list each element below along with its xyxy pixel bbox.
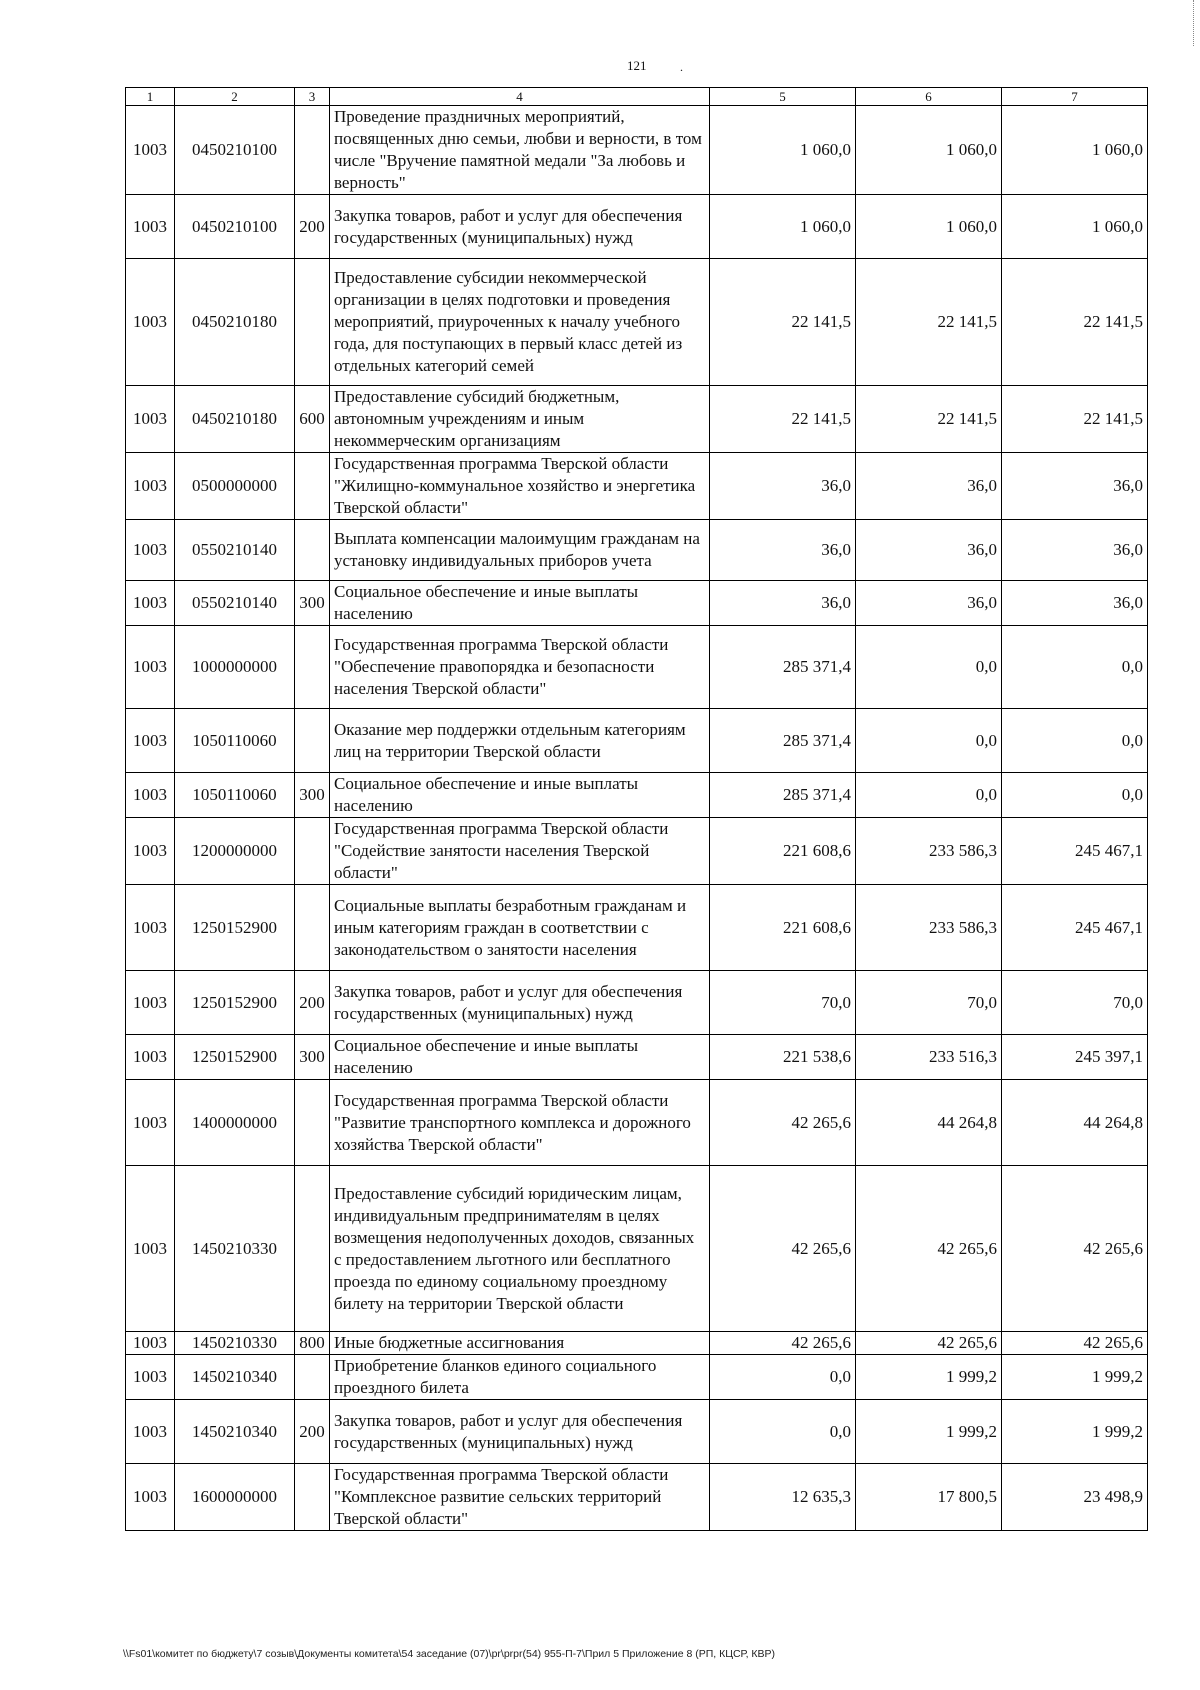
amount-year3-cell: 245 397,1	[1002, 1035, 1148, 1080]
item-name-cell: Социальное обеспечение и иные выплаты населению	[330, 1035, 710, 1080]
expense-type-cell	[295, 520, 330, 581]
item-name-cell: Государственная программа Тверской области "Жилищно-коммунальное хозяйство и энергетика Тверской области"	[330, 453, 710, 520]
item-name-cell: Оказание мер поддержки отдельным категориям лиц на территории Тверской области	[330, 709, 710, 773]
amount-year1-cell: 12 635,3	[710, 1464, 856, 1531]
section-code-cell: 1003	[126, 626, 175, 709]
expense-type-cell: 200	[295, 971, 330, 1035]
section-code-cell: 1003	[126, 1400, 175, 1464]
section-code-cell: 1003	[126, 386, 175, 453]
amount-year3-cell: 22 141,5	[1002, 259, 1148, 386]
expense-type-cell	[295, 1080, 330, 1166]
amount-year3-cell: 42 265,6	[1002, 1332, 1148, 1355]
amount-year3-cell: 36,0	[1002, 581, 1148, 626]
amount-year3-cell: 1 060,0	[1002, 106, 1148, 195]
section-code-cell: 1003	[126, 1080, 175, 1166]
table-row	[126, 259, 1148, 386]
table-row	[126, 818, 1148, 885]
target-article-cell: 0450210100	[175, 195, 295, 259]
target-article-cell: 1250152900	[175, 971, 295, 1035]
section-code-cell: 1003	[126, 106, 175, 195]
amount-year2-cell: 22 141,5	[856, 259, 1002, 386]
item-name-cell: Закупка товаров, работ и услуг для обеспечения государственных (муниципальных) нужд	[330, 1400, 710, 1464]
expense-type-cell: 200	[295, 195, 330, 259]
section-code-cell: 1003	[126, 1035, 175, 1080]
expense-type-cell	[295, 1166, 330, 1332]
section-code-cell: 1003	[126, 971, 175, 1035]
footer-file-path: \\Fs01\комитет по бюджету\7 созыв\Документы комитета\54 заседание (07)\pr\prpr(54) 955-П-7\Прил 5 Приложение 8 (РП, КЦСР, КВР)	[123, 1648, 776, 1660]
expense-type-cell: 300	[295, 773, 330, 818]
amount-year2-cell: 1 999,2	[856, 1355, 1002, 1400]
item-name-cell: Выплата компенсации малоимущим гражданам на установку индивидуальных приборов учета	[330, 520, 710, 581]
amount-year2-cell: 36,0	[856, 453, 1002, 520]
expense-type-cell	[295, 709, 330, 773]
amount-year1-cell: 42 265,6	[710, 1080, 856, 1166]
table-row	[126, 1166, 1148, 1332]
item-name-cell: Социальное обеспечение и иные выплаты населению	[330, 581, 710, 626]
table-row	[126, 1400, 1148, 1464]
amount-year1-cell: 22 141,5	[710, 386, 856, 453]
amount-year3-cell: 1 999,2	[1002, 1400, 1148, 1464]
amount-year1-cell: 221 538,6	[710, 1035, 856, 1080]
amount-year1-cell: 0,0	[710, 1400, 856, 1464]
target-article-cell: 1450210340	[175, 1400, 295, 1464]
amount-year3-cell: 0,0	[1002, 773, 1148, 818]
item-name-cell: Социальное обеспечение и иные выплаты населению	[330, 773, 710, 818]
amount-year1-cell: 0,0	[710, 1355, 856, 1400]
target-article-cell: 0450210180	[175, 259, 295, 386]
amount-year2-cell: 1 999,2	[856, 1400, 1002, 1464]
expense-type-cell	[295, 259, 330, 386]
section-code-cell: 1003	[126, 259, 175, 386]
expense-type-cell: 300	[295, 581, 330, 626]
amount-year2-cell: 1 060,0	[856, 106, 1002, 195]
target-article-cell: 1050110060	[175, 773, 295, 818]
header-cell: 6	[856, 88, 1002, 106]
amount-year3-cell: 36,0	[1002, 453, 1148, 520]
amount-year3-cell: 0,0	[1002, 709, 1148, 773]
target-article-cell: 1450210340	[175, 1355, 295, 1400]
expense-type-cell: 300	[295, 1035, 330, 1080]
expense-type-cell	[295, 1355, 330, 1400]
amount-year1-cell: 285 371,4	[710, 709, 856, 773]
amount-year1-cell: 36,0	[710, 453, 856, 520]
target-article-cell: 1250152900	[175, 1035, 295, 1080]
item-name-cell: Государственная программа Тверской области "Обеспечение правопорядка и безопасности населения Тверской области"	[330, 626, 710, 709]
target-article-cell: 0450210180	[175, 386, 295, 453]
section-code-cell: 1003	[126, 1332, 175, 1355]
section-code-cell: 1003	[126, 453, 175, 520]
table-row	[126, 581, 1148, 626]
amount-year1-cell: 36,0	[710, 520, 856, 581]
section-code-cell: 1003	[126, 1355, 175, 1400]
item-name-cell: Закупка товаров, работ и услуг для обеспечения государственных (муниципальных) нужд	[330, 195, 710, 259]
header-cell: 5	[710, 88, 856, 106]
amount-year2-cell: 0,0	[856, 709, 1002, 773]
table-row	[126, 1355, 1148, 1400]
item-name-cell: Государственная программа Тверской области "Комплексное развитие сельских территорий Тверской области"	[330, 1464, 710, 1531]
amount-year3-cell: 1 999,2	[1002, 1355, 1148, 1400]
amount-year1-cell: 22 141,5	[710, 259, 856, 386]
item-name-cell: Социальные выплаты безработным гражданам и иным категориям граждан в соответствии с законодательством о занятости населения	[330, 885, 710, 971]
amount-year3-cell: 0,0	[1002, 626, 1148, 709]
target-article-cell: 1600000000	[175, 1464, 295, 1531]
amount-year2-cell: 0,0	[856, 773, 1002, 818]
target-article-cell: 0550210140	[175, 520, 295, 581]
section-code-cell: 1003	[126, 195, 175, 259]
amount-year1-cell: 36,0	[710, 581, 856, 626]
expense-type-cell	[295, 453, 330, 520]
table-row	[126, 195, 1148, 259]
section-code-cell: 1003	[126, 709, 175, 773]
item-name-cell: Государственная программа Тверской области "Развитие транспортного комплекса и дорожного хозяйства Тверской области"	[330, 1080, 710, 1166]
amount-year2-cell: 44 264,8	[856, 1080, 1002, 1166]
amount-year2-cell: 233 586,3	[856, 885, 1002, 971]
header-row	[126, 88, 1148, 106]
expense-type-cell	[295, 626, 330, 709]
amount-year1-cell: 42 265,6	[710, 1166, 856, 1332]
amount-year3-cell: 245 467,1	[1002, 885, 1148, 971]
table-row	[126, 106, 1148, 195]
target-article-cell: 1400000000	[175, 1080, 295, 1166]
amount-year1-cell: 221 608,6	[710, 885, 856, 971]
expense-type-cell	[295, 106, 330, 195]
section-code-cell: 1003	[126, 885, 175, 971]
amount-year2-cell: 1 060,0	[856, 195, 1002, 259]
amount-year2-cell: 233 586,3	[856, 818, 1002, 885]
expense-type-cell	[295, 818, 330, 885]
item-name-cell: Государственная программа Тверской области "Содействие занятости населения Тверской области"	[330, 818, 710, 885]
table-row	[126, 885, 1148, 971]
table-row	[126, 1035, 1148, 1080]
amount-year2-cell: 36,0	[856, 581, 1002, 626]
target-article-cell: 1450210330	[175, 1166, 295, 1332]
amount-year3-cell: 70,0	[1002, 971, 1148, 1035]
table-row	[126, 1464, 1148, 1531]
amount-year1-cell: 285 371,4	[710, 773, 856, 818]
expense-type-cell: 600	[295, 386, 330, 453]
section-code-cell: 1003	[126, 773, 175, 818]
amount-year3-cell: 245 467,1	[1002, 818, 1148, 885]
item-name-cell: Предоставление субсидий юридическим лицам, индивидуальным предпринимателям в целях возмещения недополученных доходов, связанных с предоставлением льготного или бесплатного проезда по единому социальному проездному билету на территории Тверской области	[330, 1166, 710, 1332]
amount-year1-cell: 42 265,6	[710, 1332, 856, 1355]
page-number: 121	[627, 58, 647, 73]
amount-year2-cell: 22 141,5	[856, 386, 1002, 453]
section-code-cell: 1003	[126, 1464, 175, 1531]
target-article-cell: 0550210140	[175, 581, 295, 626]
table-row	[126, 1080, 1148, 1166]
section-code-cell: 1003	[126, 1166, 175, 1332]
amount-year3-cell: 36,0	[1002, 520, 1148, 581]
expense-type-cell	[295, 1464, 330, 1531]
item-name-cell: Иные бюджетные ассигнования	[330, 1332, 710, 1355]
expense-type-cell: 200	[295, 1400, 330, 1464]
target-article-cell: 1200000000	[175, 818, 295, 885]
item-name-cell: Закупка товаров, работ и услуг для обеспечения государственных (муниципальных) нужд	[330, 971, 710, 1035]
amount-year3-cell: 1 060,0	[1002, 195, 1148, 259]
header-cell: 1	[126, 88, 175, 106]
item-name-cell: Предоставление субсидий бюджетным, автономным учреждениям и иным некоммерческим организациям	[330, 386, 710, 453]
target-article-cell: 1250152900	[175, 885, 295, 971]
header-cell: 4	[330, 88, 710, 106]
target-article-cell: 0500000000	[175, 453, 295, 520]
budget-table	[125, 87, 1148, 1531]
amount-year3-cell: 22 141,5	[1002, 386, 1148, 453]
amount-year2-cell: 42 265,6	[856, 1332, 1002, 1355]
amount-year3-cell: 44 264,8	[1002, 1080, 1148, 1166]
amount-year1-cell: 1 060,0	[710, 106, 856, 195]
header-cell: 2	[175, 88, 295, 106]
section-code-cell: 1003	[126, 520, 175, 581]
target-article-cell: 0450210100	[175, 106, 295, 195]
target-article-cell: 1450210330	[175, 1332, 295, 1355]
section-code-cell: 1003	[126, 818, 175, 885]
header-cell: 7	[1002, 88, 1148, 106]
expense-type-cell	[295, 885, 330, 971]
amount-year1-cell: 221 608,6	[710, 818, 856, 885]
item-name-cell: Проведение праздничных мероприятий, посвященных дню семьи, любви и верности, в том числе "Вручение памятной медали "За любовь и верность"	[330, 106, 710, 195]
section-code-cell: 1003	[126, 581, 175, 626]
table-row	[126, 773, 1148, 818]
item-name-cell: Предоставление субсидии некоммерческой организации в целях подготовки и проведения мероприятий, приуроченных к началу учебного года, для поступающих в первый класс детей из отдельных категорий семей	[330, 259, 710, 386]
expense-type-cell: 800	[295, 1332, 330, 1355]
amount-year3-cell: 23 498,9	[1002, 1464, 1148, 1531]
amount-year3-cell: 42 265,6	[1002, 1166, 1148, 1332]
page-dot: .	[680, 60, 683, 74]
amount-year2-cell: 0,0	[856, 626, 1002, 709]
target-article-cell: 1050110060	[175, 709, 295, 773]
table-row	[126, 520, 1148, 581]
amount-year2-cell: 17 800,5	[856, 1464, 1002, 1531]
table-row	[126, 626, 1148, 709]
item-name-cell: Приобретение бланков единого социального проездного билета	[330, 1355, 710, 1400]
amount-year1-cell: 285 371,4	[710, 626, 856, 709]
table-row	[126, 709, 1148, 773]
amount-year2-cell: 36,0	[856, 520, 1002, 581]
table-row	[126, 1332, 1148, 1355]
amount-year2-cell: 42 265,6	[856, 1166, 1002, 1332]
target-article-cell: 1000000000	[175, 626, 295, 709]
amount-year2-cell: 233 516,3	[856, 1035, 1002, 1080]
header-cell: 3	[295, 88, 330, 106]
table-row	[126, 971, 1148, 1035]
amount-year1-cell: 70,0	[710, 971, 856, 1035]
scan-edge-mark	[1193, 0, 1198, 46]
amount-year1-cell: 1 060,0	[710, 195, 856, 259]
table-row	[126, 386, 1148, 453]
amount-year2-cell: 70,0	[856, 971, 1002, 1035]
table-row	[126, 453, 1148, 520]
